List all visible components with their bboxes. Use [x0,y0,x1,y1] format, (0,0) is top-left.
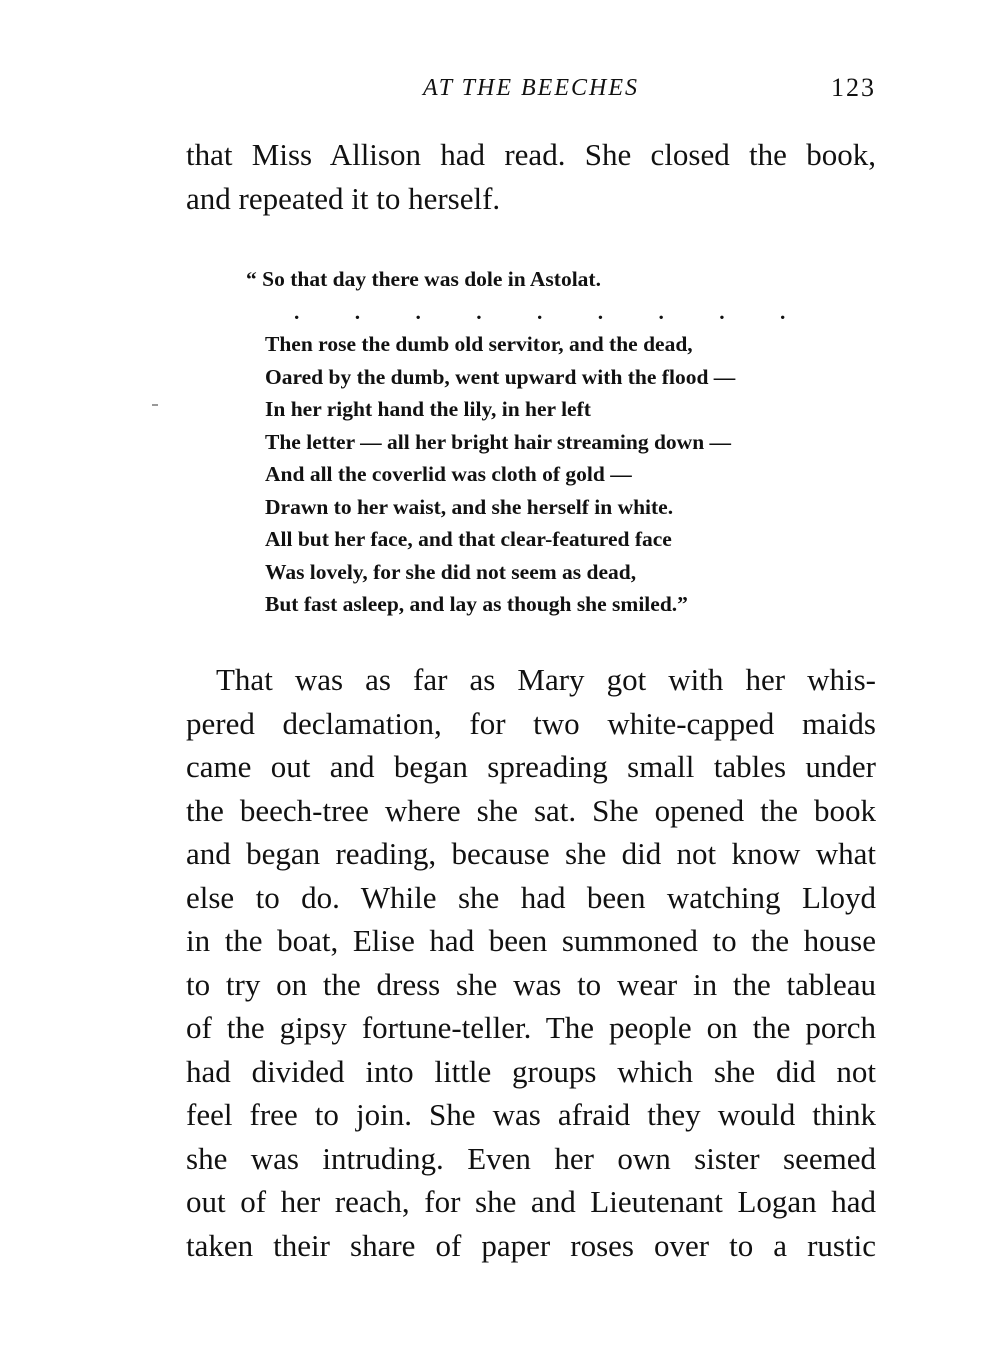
paragraph-2 [186,658,876,1267]
paragraph-1 [186,133,876,220]
paragraph-2-line: of the gipsy fortune-teller. The people on the porch [186,1010,876,1045]
running-head-title: AT THE BEECHES [422,75,639,101]
poem-line: Oared by the dumb, went upward with the flood — [265,364,736,389]
poem-line: Was lovely, for she did not seem as dead, [265,559,637,584]
paragraph-2-line: in the boat, Elise had been summoned to the house [186,923,876,958]
paragraph-1-line: and repeated it to herself. [186,180,501,216]
poem-quotation [246,263,846,621]
poem-line: Then rose the dumb old servitor, and the dead, [265,332,693,356]
poem-line: And all the coverlid was cloth of gold — [265,462,632,486]
paragraph-2-line: had divided into little groups which she did not [186,1053,876,1089]
page-number: 123 [831,73,876,102]
paragraph-2-line: That was as far as Mary got with her whis- [216,662,876,697]
poem-line: The letter — all her bright hair streaming down — [265,429,732,454]
paragraph-2-line: out of her reach, for she and Lieutenant Logan had [186,1184,876,1219]
paragraph-2-line: the beech-tree where she sat. She opened the book [186,792,876,828]
poem-ellipsis [294,296,786,329]
poem-line: But fast asleep, and lay as though she smiled.” [265,592,688,616]
poem-opening-line: “ So that day there was dole in Astolat. [246,267,601,291]
paragraph-1-line: that Miss Allison had read. She closed the book, [186,137,876,172]
poem-line: All but her face, and that clear-featured face [265,527,672,551]
poem-ellipsis-text: . . . . . . . . . [294,299,786,324]
paragraph-2-line: pered declamation, for two white-capped maids [186,705,876,741]
paragraph-2-line: feel free to join. She was afraid they would think [186,1097,876,1132]
paragraph-2-line: else to do. While she had been watching Lloyd [186,879,876,915]
paragraph-2-line: taken their share of paper roses over to a rustic [186,1227,876,1263]
poem-line: Drawn to her waist, and she herself in white. [265,494,674,519]
poem-line: In her right hand the lily, in her left [265,397,591,421]
paragraph-2-line: she was intruding. Even her own sister seemed [186,1140,876,1176]
paragraph-2-line: and began reading, because she did not know what [186,836,876,871]
running-head [186,70,876,106]
margin-mark [152,404,158,406]
paragraph-2-line: came out and began spreading small tables under [186,749,876,784]
paragraph-2-line: to try on the dress she was to wear in the tableau [186,966,876,1002]
